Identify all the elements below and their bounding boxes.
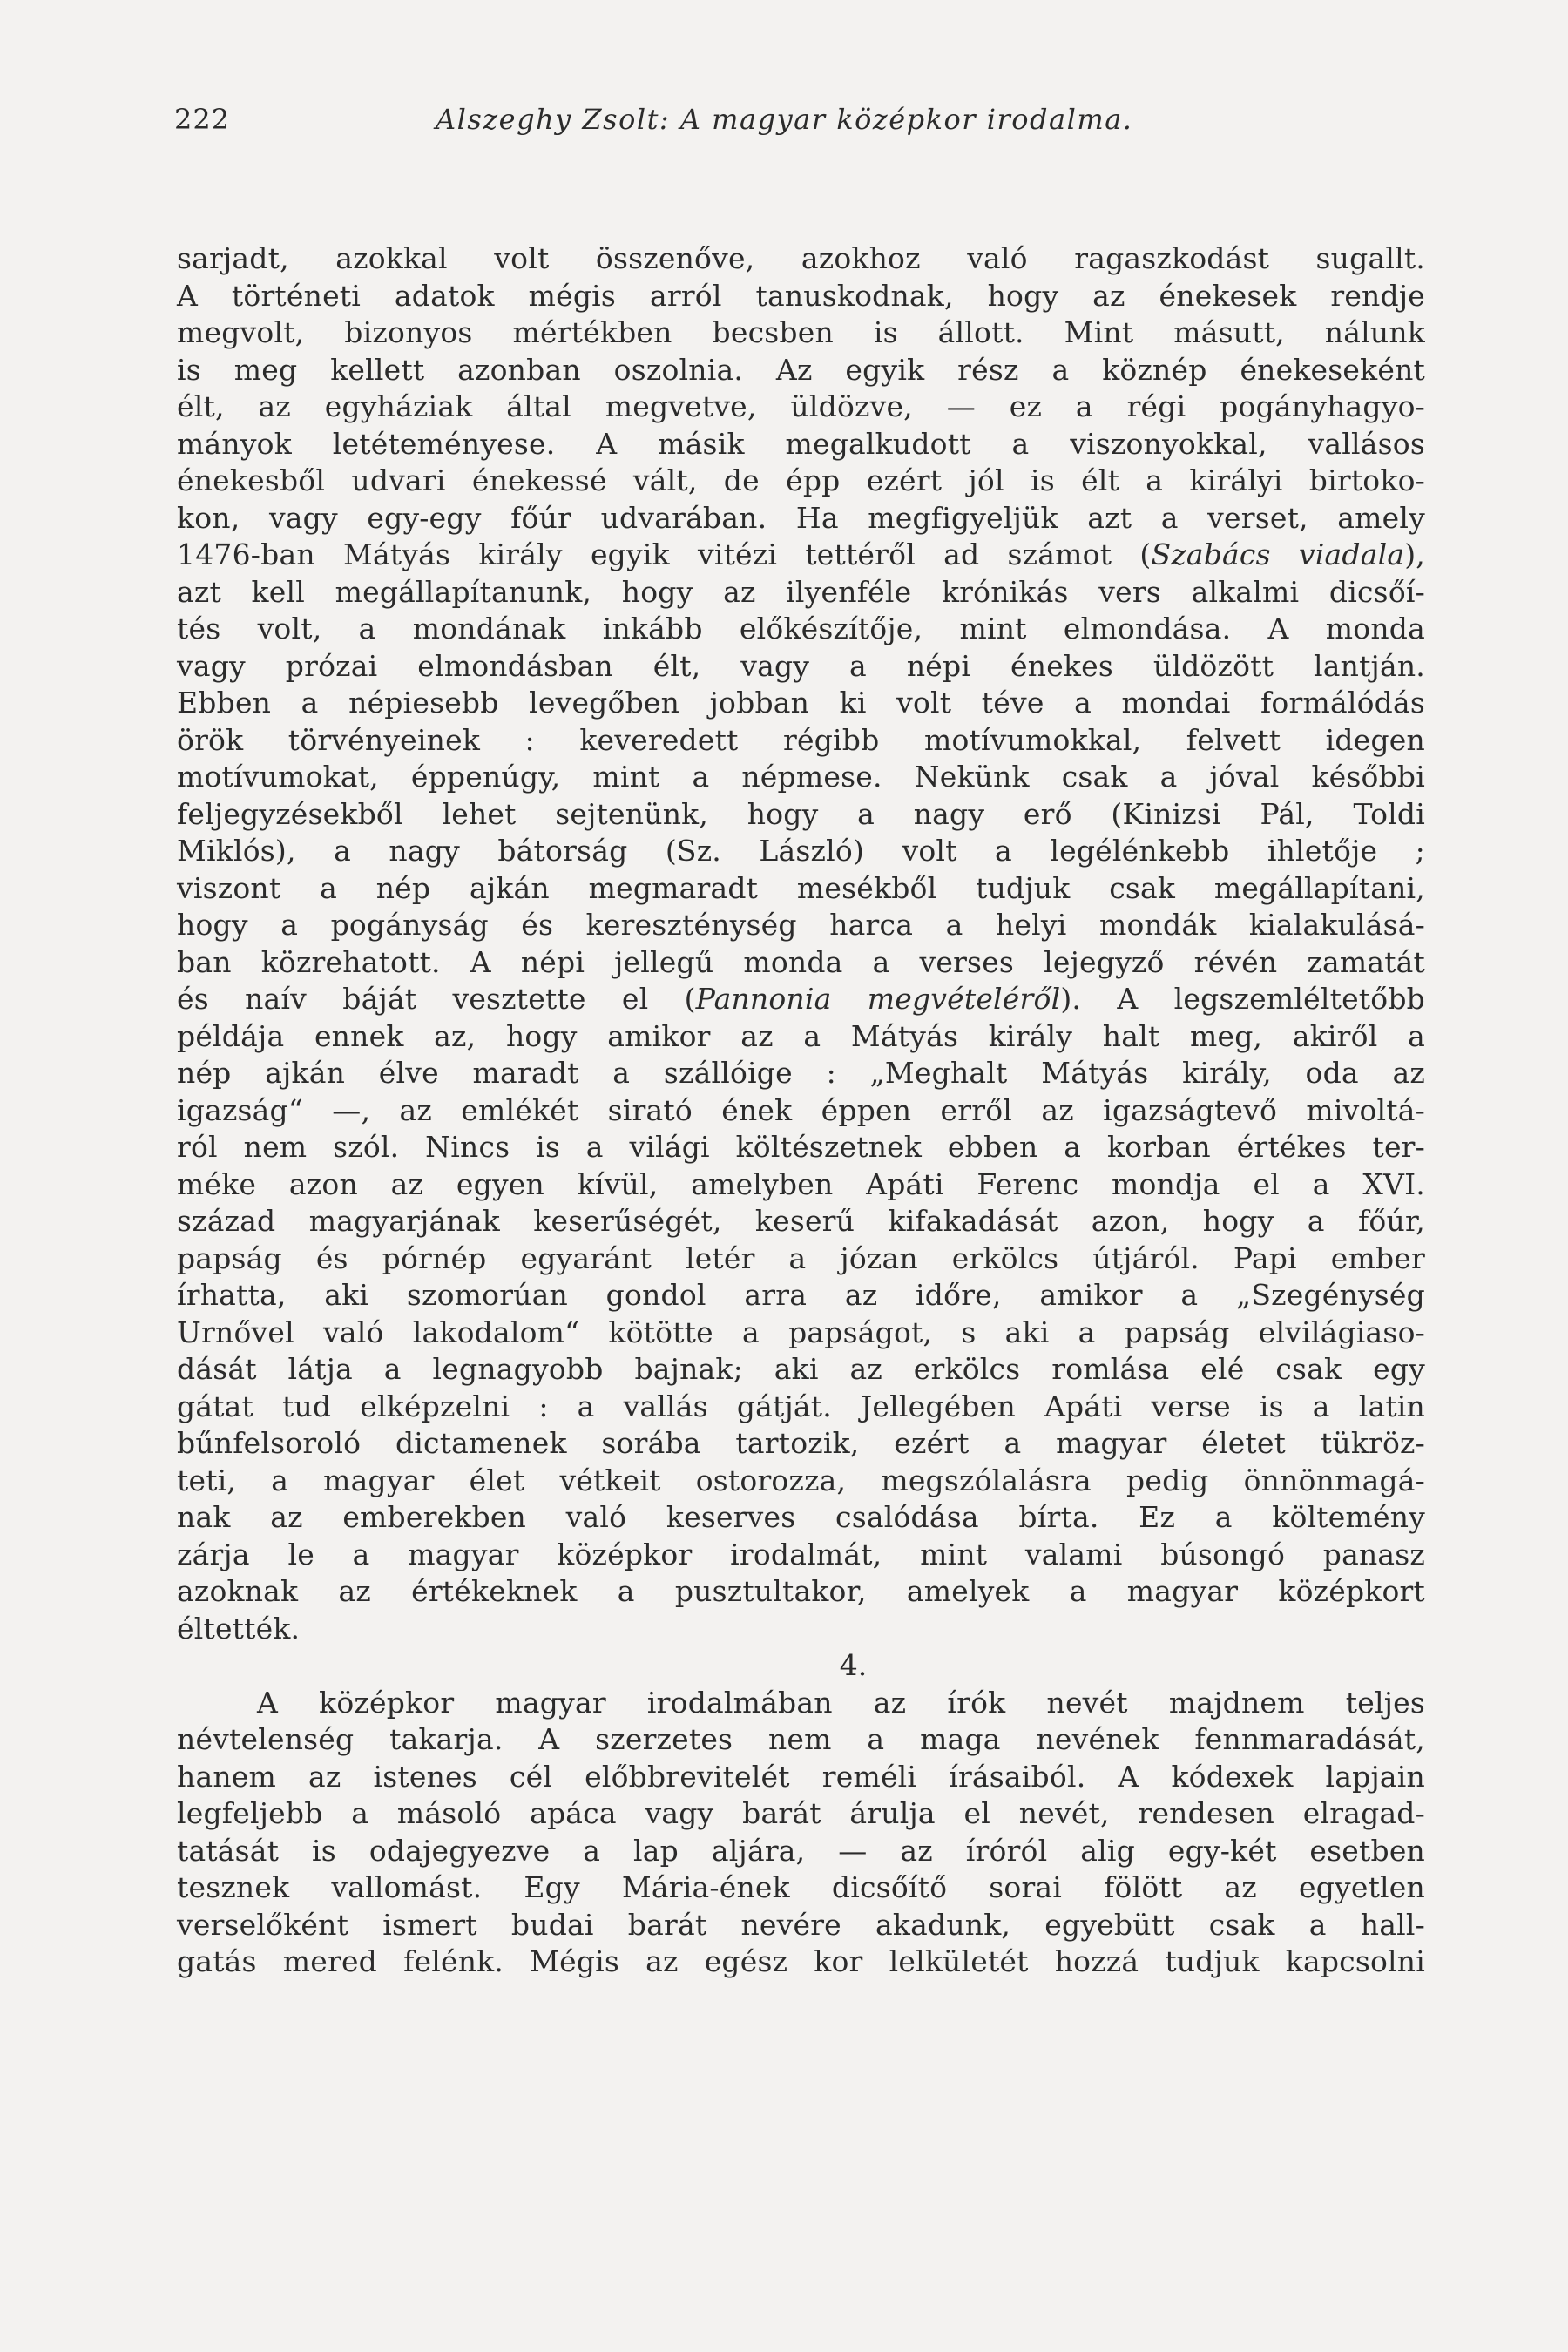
text-line: teti, a magyar élet vétkeit ostorozza, megszólalásra pedig önnönmagá- [177,1463,1425,1497]
text-segment: ), [1404,537,1425,571]
text-line: hogy a pogányság és kereszténység harca a helyi mondák kialakulásá- [177,908,1425,942]
text-line: éltették. [177,1611,301,1646]
text-line: tés volt, a mondának inkább előkészítője, mint elmondása. A monda [177,612,1425,645]
paragraph-1 [177,240,1425,1647]
text-line: kon, vagy egy-egy főúr udvarában. Ha megfigyeljük azt a verset, amely [177,500,1425,535]
text-line-with-title [177,981,1425,1018]
page-number: 222 [174,103,231,136]
text-line: nép ajkán élve maradt a szállóige : „Meghalt Mátyás király, oda az [177,1056,1425,1090]
text-line-with-title [177,537,1425,574]
text-line: példája ennek az, hogy amikor az a Mátyás király halt meg, akiről a [177,1018,1425,1053]
body-text [177,240,1425,1981]
text-line: Urnővel való lakodalom“ kötötte a papságot, s aki a papság elvilágiaso- [177,1315,1425,1349]
italic-title-pannonia: Pannonia megvételéről [695,982,1061,1016]
paragraph-2 [177,1685,1425,1981]
text-line: verselőként ismert budai barát nevére akadunk, egyebütt csak a hall- [177,1907,1425,1942]
text-line: azt kell megállapítanunk, hogy az ilyenféle krónikás vers alkalmi dicsőí- [177,574,1425,609]
text-line: dását látja a legnagyobb bajnak; aki az erkölcs romlása elé csak egy [177,1352,1425,1386]
text-line: ban közrehatott. A népi jellegű monda a verses lejegyző révén zamatát [177,944,1425,979]
text-segment: és naív báját vesztette el ( [177,982,696,1016]
text-line: A középkor magyar irodalmában az írók nevét majdnem teljes [257,1685,1425,1720]
text-line: viszont a nép ajkán megmaradt mesékből tudjuk csak megállapítani, [177,870,1425,905]
text-line: Ebben a népiesebb levegőben jobban ki volt téve a mondai formálódás [177,686,1425,720]
text-line: mányok letéteményese. A másik megalkudott a viszonyokkal, vallásos [177,426,1425,461]
text-line: írhatta, aki szomorúan gondol arra az időre, amikor a „Szegénység [177,1278,1425,1312]
text-line: megvolt, bizonyos mértékben becsben is állott. Mint másutt, nálunk [177,315,1425,349]
text-line: gatás mered felénk. Mégis az egész kor lelkületét hozzá tudjuk kapcsolni [177,1944,1425,1978]
text-line: igazság“ —, az emlékét sirató ének éppen erről az igazságtevő mivoltá- [177,1092,1425,1127]
text-line: élt, az egyháziak által megvetve, üldözve, — ez a régi pogányhagyo- [177,389,1425,423]
text-line: sarjadt, azokkal volt összenőve, azokhoz való ragaszkodást sugallt. [177,241,1425,275]
text-line: ról nem szól. Nincs is a világi költészetnek ebben a korban értékes ter- [177,1130,1425,1164]
text-line: motívumokat, éppenúgy, mint a népmese. Nekünk csak a jóval későbbi [177,760,1425,794]
text-line: nak az emberekben való keserves csalódása bírta. Ez a költemény [177,1500,1425,1534]
text-line: század magyarjának keserűségét, keserű kifakadását azon, hogy a főúr, [177,1204,1425,1238]
italic-title-szabacs: Szabács viadala [1151,537,1405,571]
text-line: papság és pórnép egyaránt letér a józan erkölcs útjáról. Papi ember [177,1240,1425,1275]
text-line: gátat tud elképzelni : a vallás gátját. Jellegében Apáti verse is a latin [177,1389,1425,1423]
running-head [174,103,1429,146]
text-line: tatását is odajegyezve a lap aljára, — az íróról alig egy-két esetben [177,1833,1425,1868]
text-line: azoknak az értékeknek a pusztultakor, amelyek a magyar középkort [177,1574,1425,1608]
running-title: Alszeghy Zsolt: A magyar középkor irodalma. [436,103,1133,136]
text-line: Miklós), a nagy bátorság (Sz. László) volt a legélénkebb ihletője ; [177,834,1425,868]
section-number: 4. [839,1648,868,1682]
text-line: vagy prózai elmondásban élt, vagy a népi énekes üldözött lantján. [177,648,1425,683]
text-line: énekesből udvari énekessé vált, de épp ezért jól is élt a királyi birtoko- [177,463,1425,497]
text-line: bűnfelsoroló dictamenek sorába tartozik, ezért a magyar életet tükröz- [177,1426,1425,1460]
text-line: is meg kellett azonban oszolnia. Az egyik rész a köznép énekeseként [177,352,1425,387]
text-line: feljegyzésekből lehet sejtenünk, hogy a nagy erő (Kinizsi Pál, Toldi [177,796,1425,831]
text-line: hanem az istenes cél előbbrevitelét reméli írásaiból. A kódexek lapjain [177,1759,1425,1794]
text-line: tesznek vallomást. Egy Mária-ének dicsőítő sorai fölött az egyetlen [177,1870,1425,1904]
text-segment: ). A legszemléltetőbb [1060,982,1425,1016]
text-line: A történeti adatok mégis arról tanuskodnak, hogy az énekesek rendje [177,278,1425,313]
text-segment: 1476-ban Mátyás király egyik vitézi tettéről ad számot ( [177,537,1152,571]
text-line: örök törvényeinek : keveredett régibb motívumokkal, felvett idegen [177,722,1425,757]
text-line: zárja le a magyar középkor irodalmát, mint valami búsongó panasz [177,1537,1425,1571]
text-line: méke azon az egyen kívül, amelyben Apáti Ferenc mondja el a XVI. [177,1166,1425,1201]
text-line: névtelenség takarja. A szerzetes nem a maga nevének fennmaradását, [177,1722,1425,1756]
text-line: legfeljebb a másoló apáca vagy barát árulja el nevét, rendesen elragad- [177,1796,1425,1830]
